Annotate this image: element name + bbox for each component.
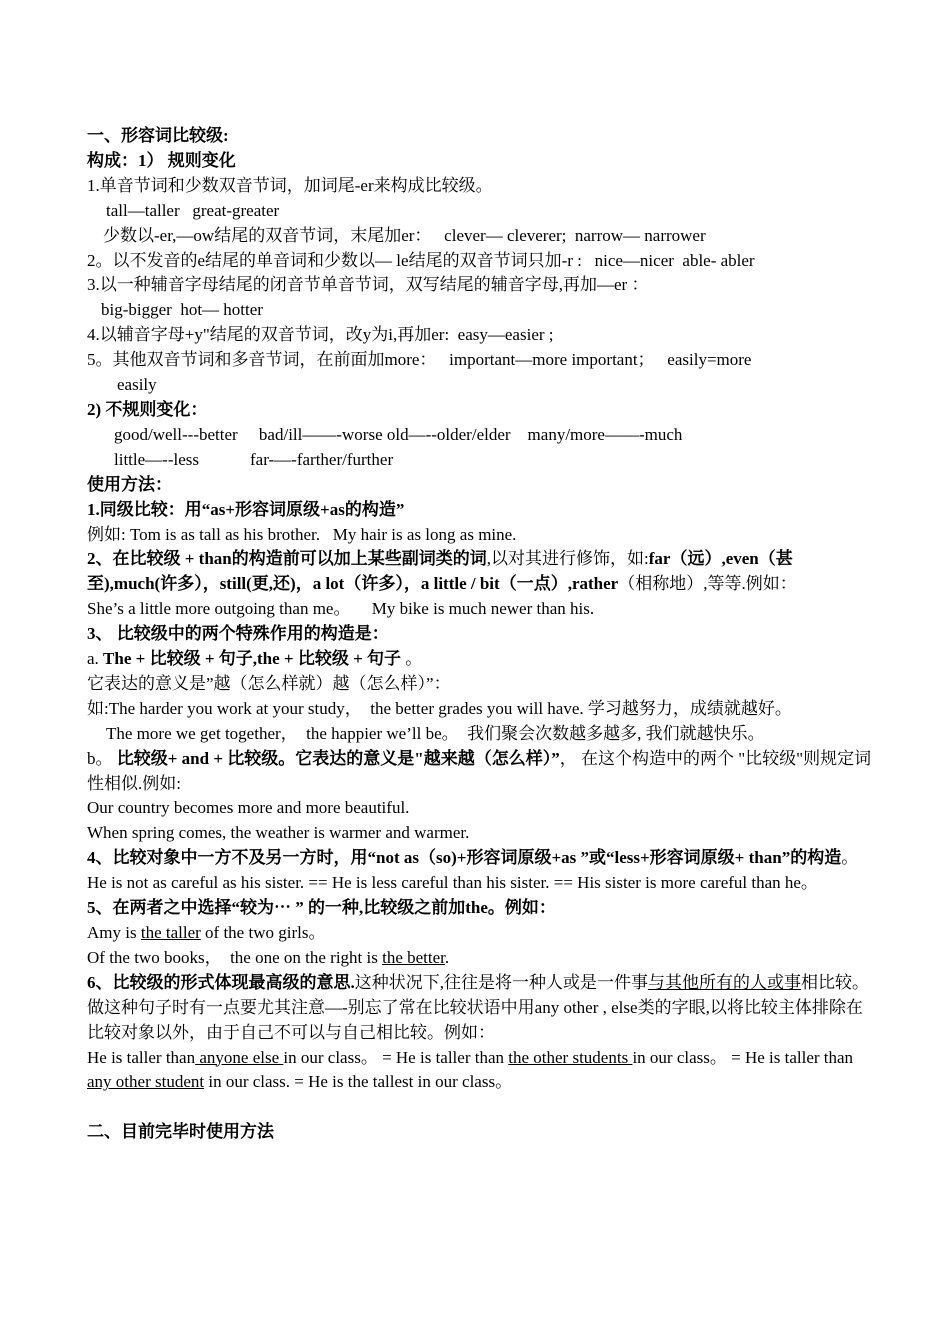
usage-6-ex-b: in our class。 = He is taller than xyxy=(283,1047,509,1067)
usage-3a xyxy=(87,647,877,672)
usage-6-ex-u2: the other students xyxy=(508,1047,633,1067)
usage-6-ex-c: in our class。 = He is taller than xyxy=(632,1047,854,1067)
usage-5-ex1-pre: Amy is xyxy=(87,923,141,942)
usage-5-ex2-post: . xyxy=(444,947,450,967)
section-1-title: 一、形容词比较级: xyxy=(87,126,229,145)
formation-heading: 构成：1） 规则变化 xyxy=(87,150,236,170)
usage-5-title: 5、在两者之中选择“较为⋯ ” 的一种,比较级之前加the。例如： xyxy=(87,898,556,918)
rule-2: 2。以不发音的e结尾的单音词和少数以— le结尾的双音节词只加-r : nice—nicer able- abler xyxy=(87,250,755,270)
usage-1-title: 1.同级比较：用“as+形容词原级+as的构造” xyxy=(87,499,405,519)
usage-2-bold-1: 2、在比较级 + than的构造前可以加上某些副词类的词 xyxy=(87,549,487,569)
rule-3-example: big-bigger hot— hotter xyxy=(101,300,263,320)
usage-4-bold: 4、比较对象中一方不及另一方时，用“not as（so)+形容词原级+as ”或“less+形容词原级+ than”的构造 xyxy=(87,848,842,868)
usage-2-bold-2: far（远）,even（甚至),much(许多），still(更,还)，a lot（许多），a little / bit（一点）,rather xyxy=(87,549,793,594)
usage-6 xyxy=(87,971,877,1046)
usage-5-ex2-pre: Of the two books， the one on the right is xyxy=(87,947,383,967)
usage-3b xyxy=(87,747,877,797)
rule-3: 3.以一种辅音字母结尾的闭音节单音节词，双写结尾的辅音字母,再加—er ： xyxy=(87,275,649,295)
usage-6-underline: 与其他所有的人或事 xyxy=(648,972,801,992)
usage-3a-structure: The + 比较级 + 句子,the + 比较级 + 句子 xyxy=(103,649,402,669)
usage-5-example-2 xyxy=(87,946,877,971)
usage-4-example: He is not as careful as his sister. == He is less careful than his sister. == His sister is more careful than he。 xyxy=(87,873,818,893)
irregular-list-1: good/well---better bad/ill——-worse old—--older/elder many/more——-much xyxy=(114,424,683,444)
usage-3b-structure: 比较级+ and + 比较级。它表达的意义是"越来越（怎么样）” xyxy=(116,748,560,768)
usage-3-title: 3、 比较级中的两个特殊作用的构造是： xyxy=(87,624,389,644)
usage-3b-text: ， 在这个构造中的两个 "比较级"则规定词性相似.例如: xyxy=(87,748,872,793)
usage-2-text-2: （相称地）,等等.例如： xyxy=(618,574,797,594)
rule-5: 5。其他双音节词和多音节词，在前面加more： important—more important； easily=more xyxy=(87,350,752,370)
usage-3b-example-1: Our country becomes more and more beautiful. xyxy=(87,798,410,818)
usage-6-text-2: 相比较。做这种句子时有一点要尤其注意—-别忘了常在比较状语中用any other , else类的字眼,以将比较主体排除在比较对象以外，由于自己不可以与自己相比较。例如： xyxy=(87,972,869,1042)
usage-5-ex2-underline: the better xyxy=(382,947,445,967)
irregular-list-2: little—--less far-—-farther/further xyxy=(114,449,394,469)
usage-3a-meaning: 它表达的意义是”越（怎么样就）越（怎么样）”： xyxy=(87,673,451,693)
usage-3a-label: a. xyxy=(87,649,104,669)
usage-6-example xyxy=(87,1046,877,1096)
usage-6-ex-a: He is taller than xyxy=(87,1047,196,1067)
usage-3b-label: b。 xyxy=(87,748,117,768)
usage-3a-end: 。 xyxy=(401,649,423,669)
usage-6-ex-u1: anyone else xyxy=(195,1047,284,1067)
usage-2-example: She’s a little more outgoing than me。 My bike is much newer than his. xyxy=(87,599,595,619)
blank-line xyxy=(87,1095,877,1120)
usage-3a-example-1: 如:The harder you work at your study， the better grades you will have. 学习越努力，成绩就越好。 xyxy=(87,698,792,718)
usage-6-bold: 6、比较级的形式体现最高级的意思. xyxy=(87,972,355,992)
usage-4-end: 。 xyxy=(841,848,859,868)
usage-1-example: 例如: Tom is as tall as his brother. My hair is as long as mine. xyxy=(87,524,517,544)
usage-heading: 使用方法： xyxy=(87,474,172,494)
usage-5-ex1-underline: the taller xyxy=(140,923,201,942)
rule-4: 4.以辅音字母+y"结尾的双音节词，改y为i,再加er: easy—easier ; xyxy=(87,325,554,345)
rule-5-cont: easily xyxy=(117,375,157,395)
usage-5-example-1 xyxy=(87,921,877,946)
usage-6-ex-d: in our class. = He is the tallest in our class。 xyxy=(204,1072,513,1092)
usage-3b-example-2: When spring comes, the weather is warmer and warmer. xyxy=(87,823,470,843)
section-2-title: 二、目前完毕时使用方法 xyxy=(87,1122,274,1142)
usage-2-text-1: ,以对其进行修饰，如: xyxy=(486,549,649,569)
rule-1-example-2: 少数以-er,—ow结尾的双音节词，末尾加er： clever— cleverer; narrow— narrower xyxy=(103,225,706,245)
irregular-heading: 2) 不规则变化： xyxy=(87,399,208,419)
rule-1: 1.单音节词和少数双音节词，加词尾-er来构成比较级。 xyxy=(87,175,493,195)
usage-4-title xyxy=(87,846,877,871)
rule-1-example: tall—taller great-greater xyxy=(106,200,280,220)
usage-5-ex1-post: of the two girls。 xyxy=(200,923,326,942)
usage-2 xyxy=(87,547,877,597)
document-page xyxy=(87,124,877,1145)
usage-6-text-1: 这种状况下,往往是将一种人或是一件事 xyxy=(354,972,648,992)
usage-3a-example-2: The more we get together， the happier we’ll be。 我们聚会次数越多越多, 我们就越快乐。 xyxy=(106,723,765,743)
usage-6-ex-u3: any other student xyxy=(87,1072,205,1092)
